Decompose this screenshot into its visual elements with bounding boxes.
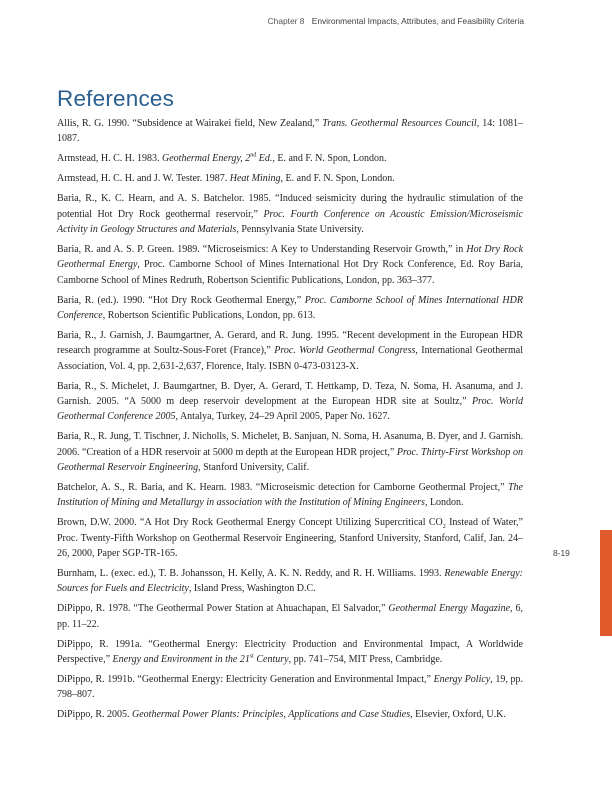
reference-entry xyxy=(57,601,523,632)
chapter-title: Environmental Impacts, Attributes, and Feasibility Criteria xyxy=(311,16,524,26)
reference-italic-text: Heat Mining xyxy=(229,173,281,185)
reference-text: DiPippo, R. 1991b. “Geothermal Energy: Electricity Generation and Environmental Impact,” xyxy=(57,674,434,685)
reference-entry xyxy=(57,116,523,147)
reference-text: Baria, R., K. C. Hearn, and A. S. Batchelor. 1985. “Induced seismicity during the hydraulic stimulation of the potential Hot Dry Rock geothermal reservoir,” xyxy=(57,193,523,220)
reference-text: Brown, D.W. 2000. “A Hot Dry Rock Geothermal Energy Concept Utilizing Supercritical CO xyxy=(57,517,443,529)
reference-text: , Robertson Scientific Publications, London, pp. 613. xyxy=(102,309,316,321)
reference-italic-text: Hot Dry Rock Geothermal Energy xyxy=(57,243,524,271)
reference-text: Armstead, H. C. H. and J. W. Tester. 1987. xyxy=(57,173,230,185)
reference-entry xyxy=(57,480,523,511)
reference-text: , 14: 1081–1087. xyxy=(57,118,523,145)
reference-text: , pp. 741–754, MIT Press, Cambridge. xyxy=(288,654,443,666)
reference-italic-text: Century xyxy=(253,654,289,666)
reference-italic-text: Proc. World Geothermal Conference 2005 xyxy=(57,396,523,423)
reference-text: , Island Press, Washington D.C. xyxy=(188,583,316,595)
reference-text: Baria, R., J. Garnish, J. Baumgartner, A. Gerard, and R. Jung. 1995. “Recent development in the European HDR research programme at Soultz-Sous-Foret (France),” xyxy=(57,329,523,357)
reference-italic-text: Trans. Geothermal Resources Council xyxy=(322,118,477,129)
reference-text: , E. and F. N. Spon, London. xyxy=(280,173,395,185)
reference-italic-text: Geothermal Power Plants: Principles, Applications and Case Studies xyxy=(132,709,411,721)
reference-superscript: st xyxy=(249,653,254,660)
reference-italic-text: Geothermal Energy, 2 xyxy=(162,153,251,165)
reference-italic-text: Proc. Camborne School of Mines International HDR Conference xyxy=(57,294,523,321)
reference-text: , Stanford University, Calif. xyxy=(198,462,310,474)
reference-text: Baria, R., R. Jung, T. Tischner, J. Nicholls, S. Michelet, B. Sanjuan, N. Soma, H. Asanuma, B. Dyer, and J. Garnish. 2006. “Creation of a HDR reservoir at 5000 m depth at the European HDR project,” xyxy=(57,431,523,458)
reference-text: Baria, R., S. Michelet, J. Baumgartner, B. Dyer, A. Gerard, T. Hettkamp, D. Teza, N. Soma, H. Asanuma, and J. Garnish. 2005. “A 5000 m deep reservoir development at the European HDR site at Soultz,” xyxy=(57,380,523,407)
reference-italic-text: Proc. Thirty-First Workshop on Geothermal Reservoir Engineering xyxy=(57,446,523,474)
reference-text: Baria, R. (ed.). 1990. “Hot Dry Rock Geothermal Energy,” xyxy=(57,294,305,306)
page-number: 8-19 xyxy=(553,548,570,558)
reference-superscript: nd xyxy=(250,152,257,159)
reference-entry xyxy=(57,707,523,722)
reference-text: Armstead, H. C. H. 1983. xyxy=(57,153,162,165)
reference-italic-text: Energy Policy xyxy=(433,674,491,685)
reference-text: Instead of Water,” Proc. Twenty-Fifth Workshop on Geothermal Reservoir Engineering, Stanford University, Stanford, Calif, Jan. 24–26, 2000, Paper SGP-TR-165. xyxy=(57,517,524,560)
reference-text: , 6, pp. 11–22. xyxy=(57,603,524,630)
reference-italic-text: Proc. Fourth Conference on Acoustic Emission/Microseismic Activity in Geology Structures and Materials xyxy=(57,208,523,235)
reference-subscript: 2 xyxy=(442,524,446,531)
reference-text: , London. xyxy=(424,497,464,509)
reference-text: DiPippo, R. 1978. “The Geothermal Power Station at Ahuachapan, El Salvador,” xyxy=(57,603,389,615)
reference-entry xyxy=(57,672,523,703)
reference-italic-text: Ed. xyxy=(256,153,273,165)
reference-entry xyxy=(57,328,523,374)
reference-italic-text: Geothermal Energy Magazine xyxy=(388,603,511,615)
reference-entry xyxy=(57,293,523,324)
section-title: References xyxy=(57,86,175,111)
reference-text: , Antalya, Turkey, 24–29 April 2005, Paper No. 1627. xyxy=(175,411,390,423)
reference-text: , International Geothermal Association, Vol. 4, pp. 2,631-2,637, Florence, Italy. ISBN 0-473-03123-X. xyxy=(57,345,523,372)
reference-italic-text: Renewable Energy: Sources for Fuels and Electricity xyxy=(57,568,523,595)
reference-text: Batchelor, A. S., R. Baria, and K. Hearn. 1983. “Microseismic detection for Camborne Geothermal Project,” xyxy=(57,482,508,494)
reference-text: Baria, R. and A. S. P. Green. 1989. “Microseismics: A Key to Understanding Reservoir Growth,” in xyxy=(57,243,467,255)
reference-text: Burnham, L. (exec. ed.), T. B. Johansson, H. Kelly, A. K. N. Reddy, and R. H. Williams. 1993. xyxy=(57,568,445,580)
reference-text: DiPippo, R. 2005. xyxy=(57,709,133,721)
reference-entry xyxy=(57,429,523,475)
reference-italic-text: The Institution of Mining and Metallurgy in association with the Institution of Mining Engineers xyxy=(57,482,523,509)
reference-entry xyxy=(57,379,523,425)
running-header xyxy=(268,16,524,26)
reference-entry xyxy=(57,171,523,186)
reference-entry xyxy=(57,566,523,597)
reference-entry xyxy=(57,151,523,166)
reference-italic-text: Proc. World Geothermal Congress xyxy=(274,345,416,357)
chapter-edge-tab xyxy=(600,530,612,636)
reference-entry xyxy=(57,191,523,237)
reference-list xyxy=(57,116,523,727)
reference-text: , Proc. Camborne School of Mines International Hot Dry Rock Conference, Ed. Roy Baria, Camborne School of Mines Redruth, Robertson Scientific Publications, London, pp. 363–377. xyxy=(57,259,523,286)
reference-entry xyxy=(57,515,523,561)
chapter-label: Chapter 8 xyxy=(267,16,305,26)
reference-text: Allis, R. G. 1990. “Subsidence at Wairakei field, New Zealand,” xyxy=(57,118,323,129)
reference-entry xyxy=(57,242,523,288)
reference-italic-text: Energy and Environment in the 21 xyxy=(112,654,250,666)
reference-text: , Elsevier, Oxford, U.K. xyxy=(410,709,506,721)
reference-text: DiPippo, R. 1991a. “Geothermal Energy: Electricity Production and Environmental Impact, A Worldwide Perspective,” xyxy=(57,638,523,666)
reference-entry xyxy=(57,637,523,668)
reference-text: , E. and F. N. Spon, London. xyxy=(272,153,387,165)
reference-text: , Pennsylvania State University. xyxy=(236,223,364,235)
reference-text: , 19, pp. 798–807. xyxy=(57,674,524,701)
